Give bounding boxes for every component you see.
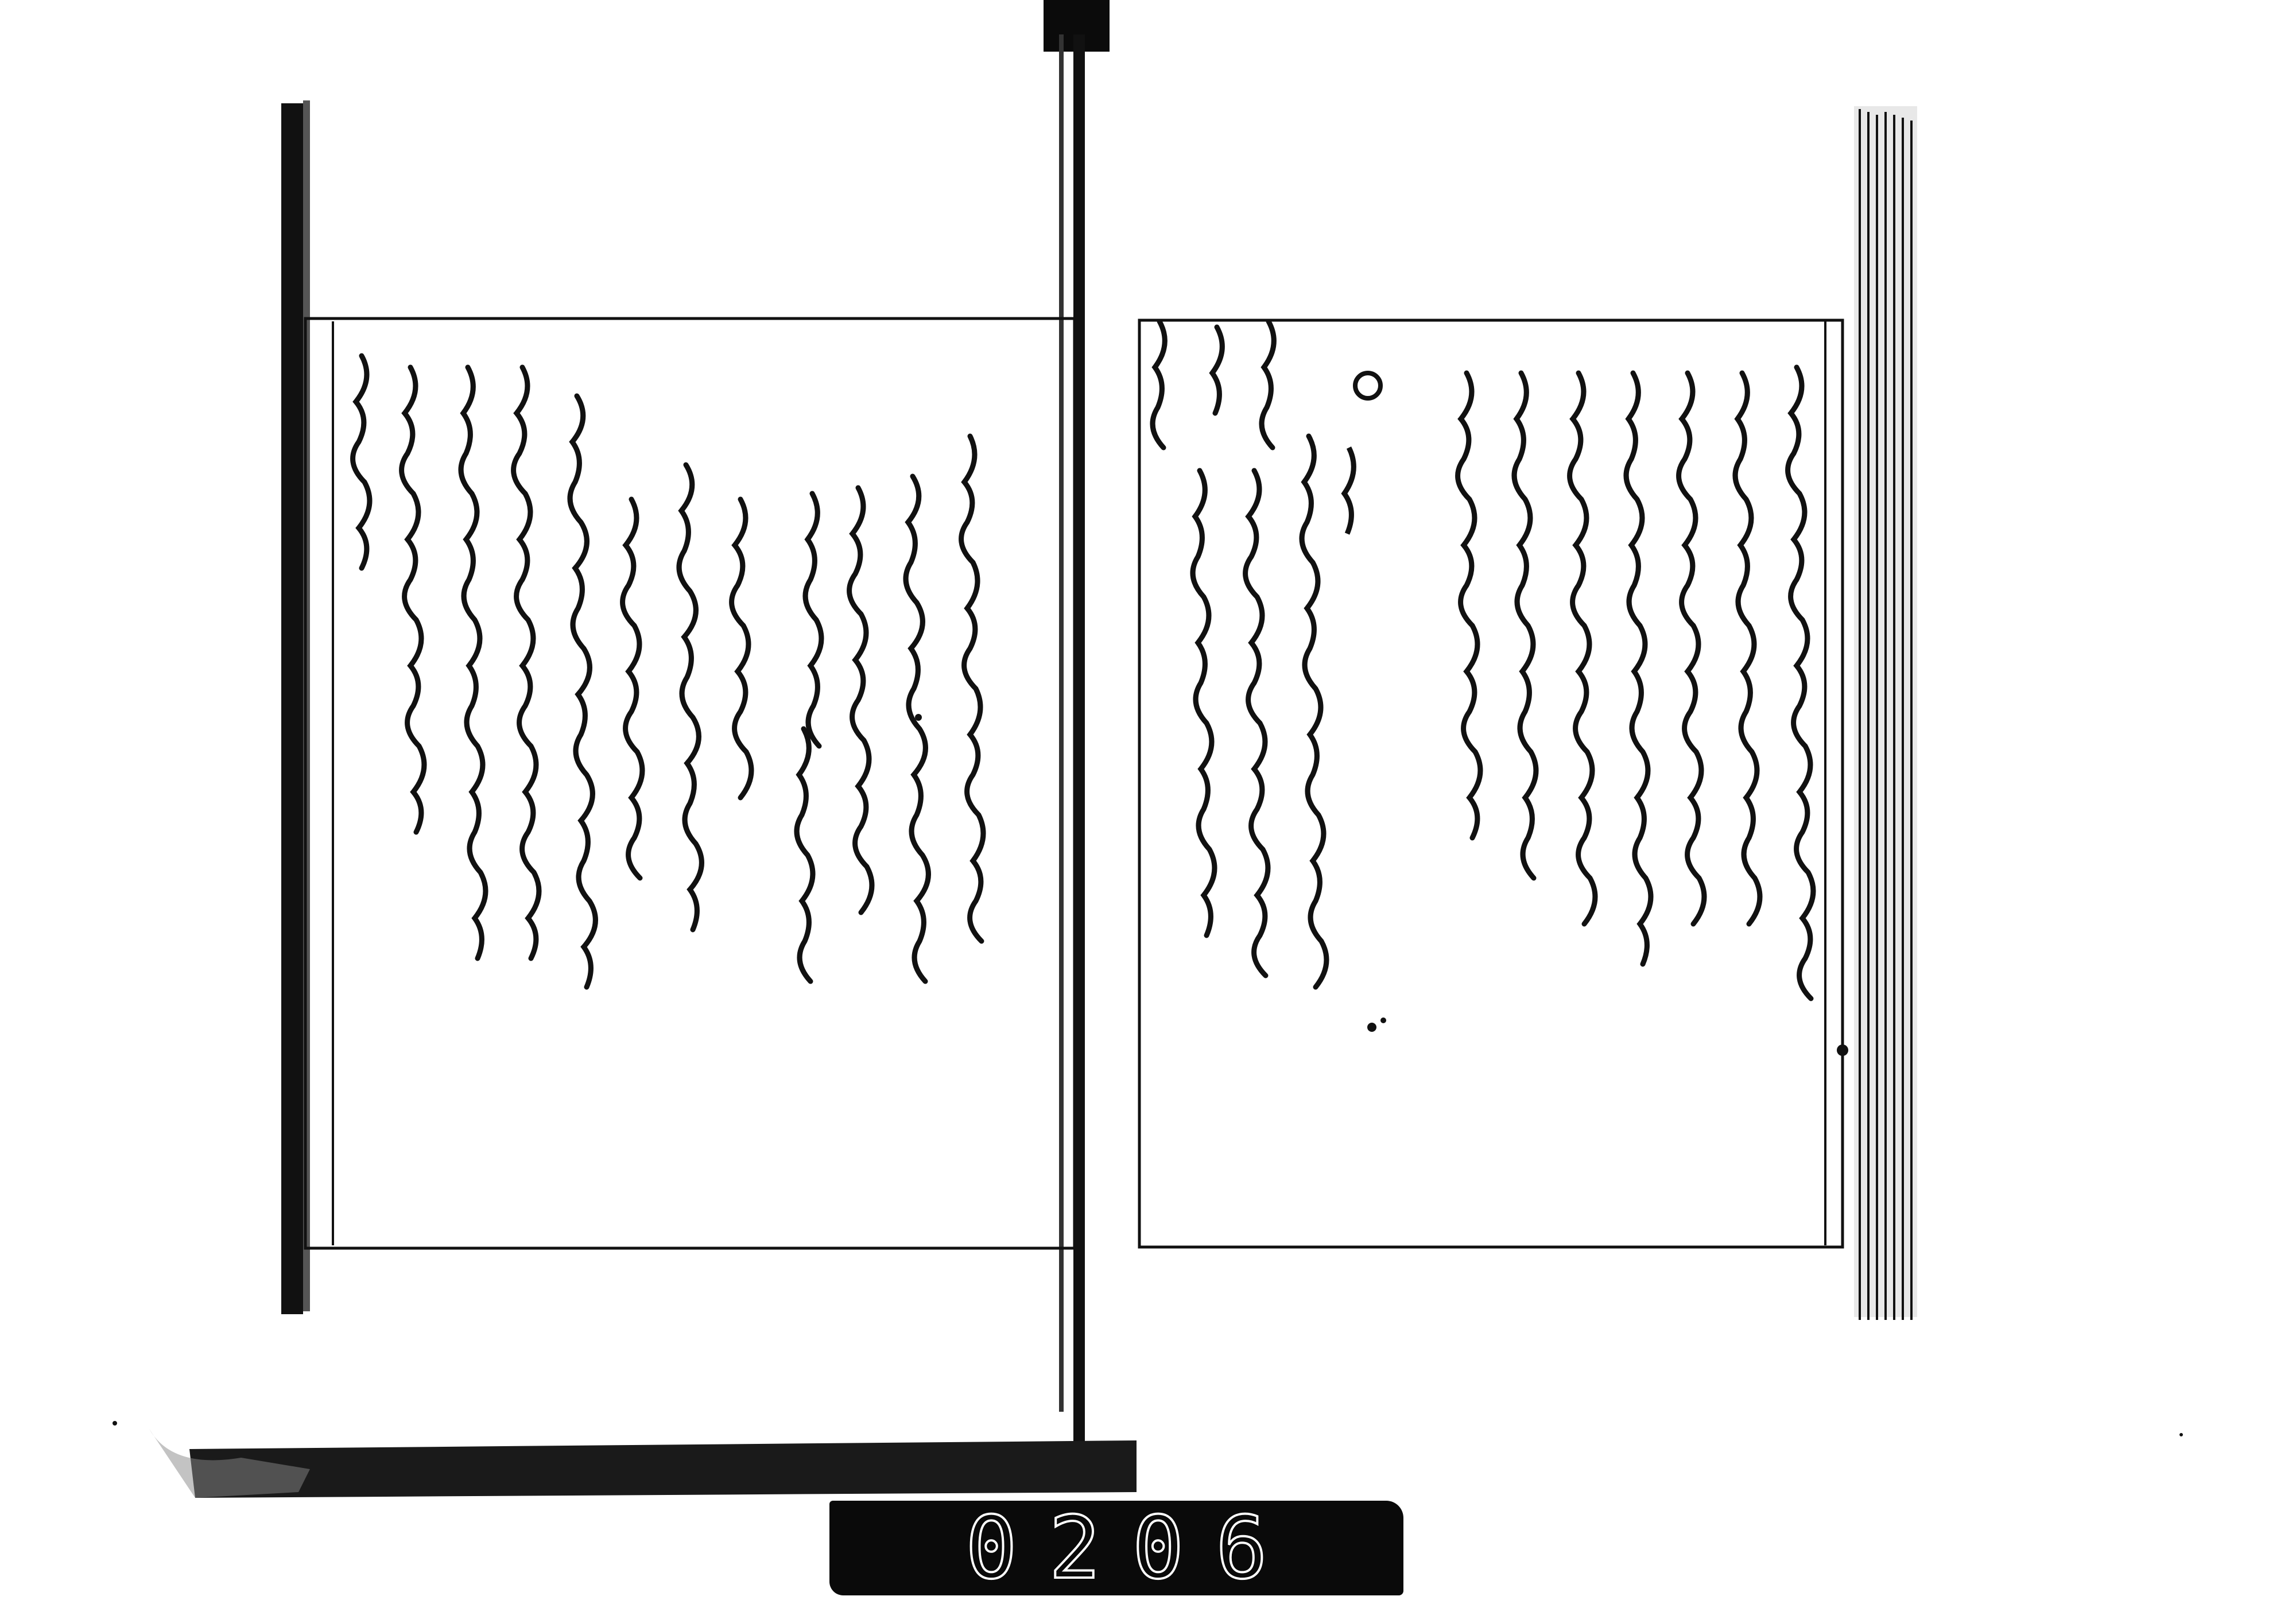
- frame-counter-label: [829, 1498, 1403, 1598]
- right-text-frame: [1139, 320, 1843, 1247]
- right-page-script: [1153, 321, 1813, 999]
- left-page-script: [353, 356, 983, 987]
- left-page-header: [356, 367, 359, 368]
- bottom-shadow: [189, 1440, 1137, 1498]
- circle-mark: [1355, 373, 1380, 398]
- frame-number: 0206: [965, 1498, 1300, 1598]
- left-book-edge: [281, 103, 303, 1314]
